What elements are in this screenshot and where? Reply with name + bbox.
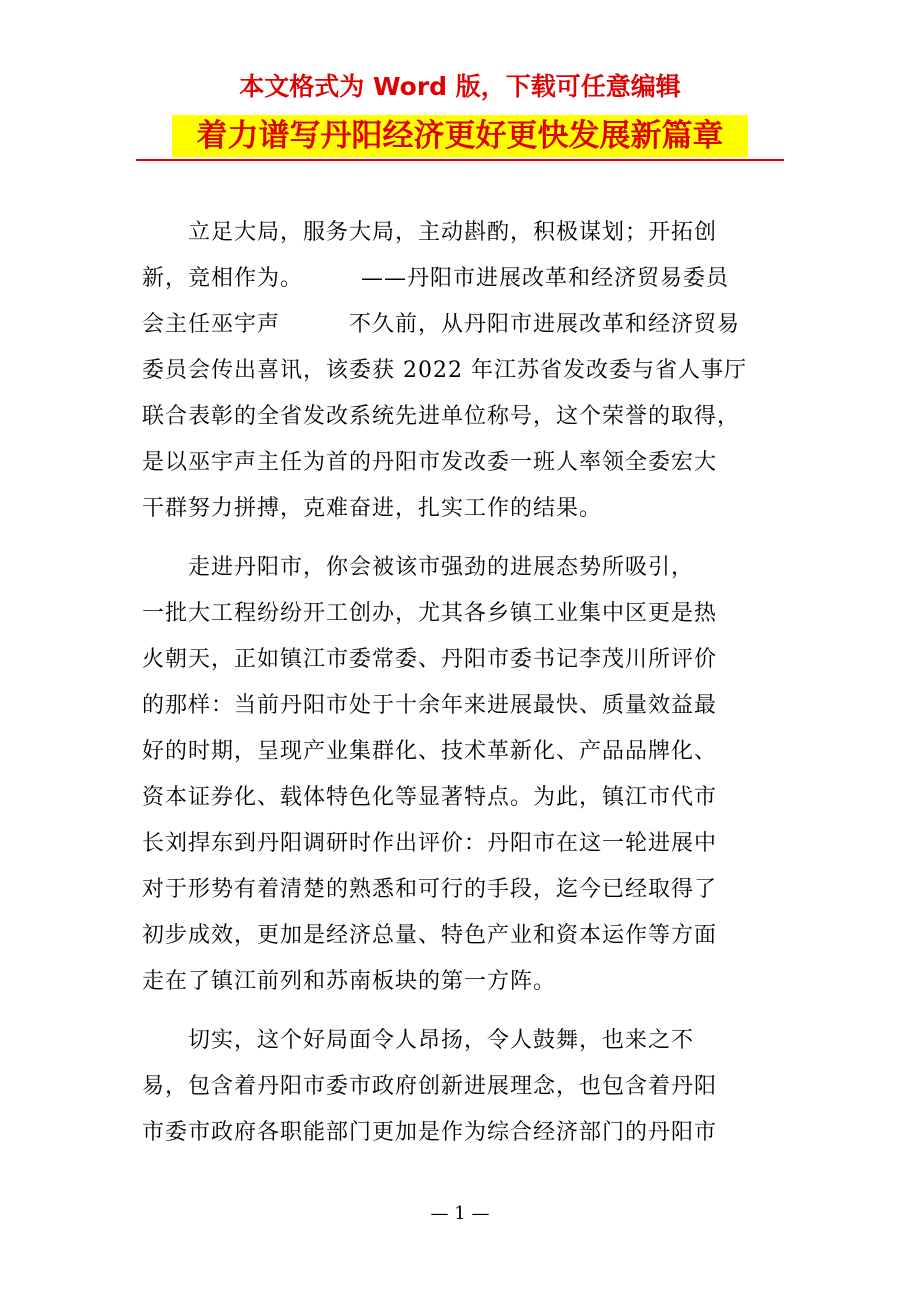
page-number: — 1 — [430,1203,490,1224]
text-line: 联合表彰的全省发改系统先进单位称号，这个荣誉的取得， [142,404,741,429]
text-line: 市委市政府各职能部门更加是作为综合经济部门的丹阳市 [142,1120,718,1145]
text-line: 走进丹阳市，你会被该市强劲的进展态势所吸引， [142,555,695,580]
text-line: 长刘捍东到丹阳调研时作出评价：丹阳市在这一轮进展中 [142,831,718,856]
text-line: 新，竞相作为。 ——丹阳市进展改革和经济贸易委员 [142,266,730,291]
text-line: 火朝天，正如镇江市委常委、丹阳市委书记李茂川所评价 [142,647,718,672]
title-underline [136,159,784,161]
download-notice: 本文格式为 Word 版，下载可任意编辑 [239,72,681,101]
text-line: 的那样：当前丹阳市处于十余年来进展最快、质量效益最 [142,693,718,718]
text-line: 一批大工程纷纷开工创办，尤其各乡镇工业集中区更是热 [142,601,718,626]
text-line: 委员会传出喜讯，该委获 2022 年江苏省发改委与省人事厅 [142,358,747,383]
text-line: 会主任巫宇声 不久前，从丹阳市进展改革和经济贸易 [142,312,741,337]
text-line: 好的时期，呈现产业集群化、技术革新化、产品品牌化、 [142,739,718,764]
document-title: 着力谱写丹阳经济更好更快发展新篇章 [196,118,724,154]
text-line: 对于形势有着清楚的熟悉和可行的手段，迄今已经取得了 [142,877,718,902]
text-line: 干群努力拼搏，克难奋进，扎实工作的结果。 [142,496,603,521]
text-line: 易，包含着丹阳市委市政府创新进展理念，也包含着丹阳 [142,1074,718,1099]
text-line: 走在了镇江前列和苏南板块的第一方阵。 [142,969,557,994]
text-line: 是以巫宇声主任为首的丹阳市发改委一班人率领全委宏大 [142,450,718,475]
text-line: 资本证券化、载体特色化等显著特点。为此，镇江市代市 [142,785,718,810]
text-line: 切实，这个好局面令人昂扬，令人鼓舞，也来之不 [142,1028,695,1053]
text-line: 立足大局，服务大局，主动斟酌，积极谋划；开拓创 [142,220,718,245]
text-line: 初步成效，更加是经济总量、特色产业和资本运作等方面 [142,923,718,948]
